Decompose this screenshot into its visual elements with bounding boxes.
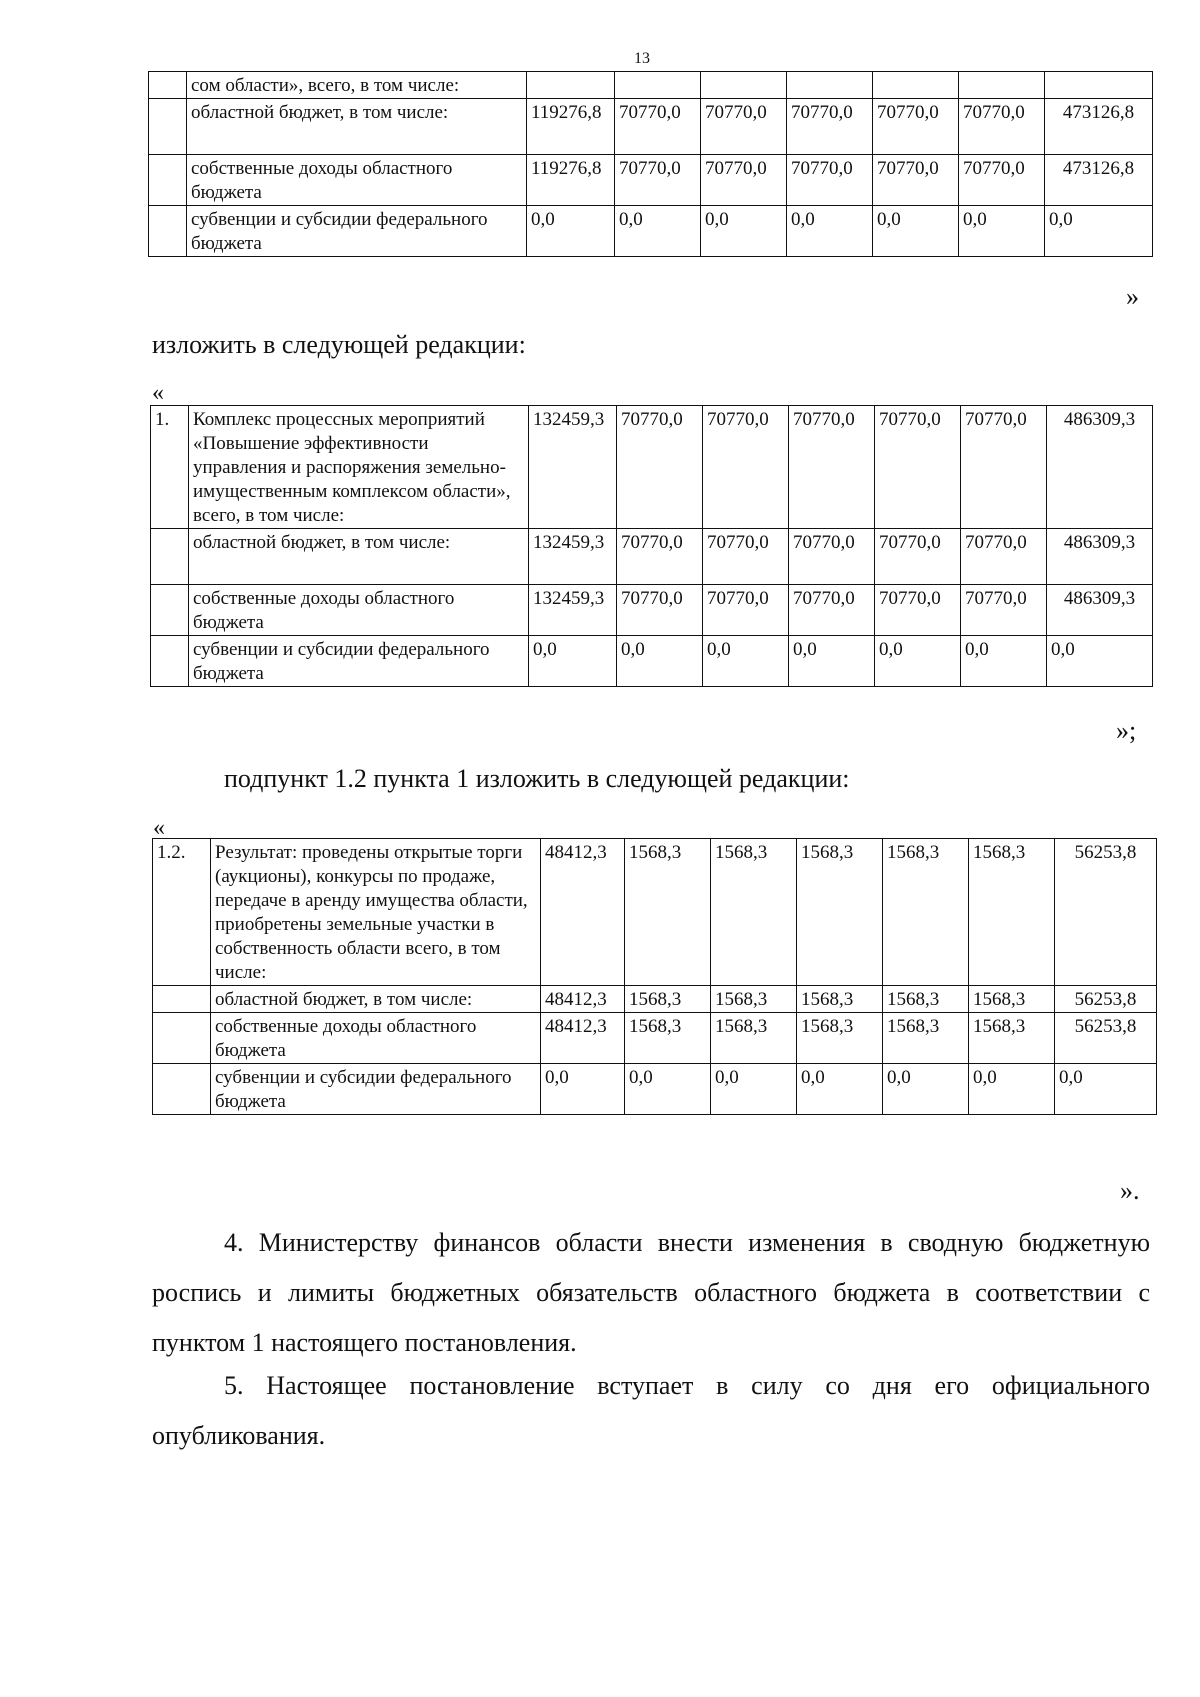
value-cell: 132459,3 xyxy=(529,406,617,529)
row-label: собственные доходы областного бюджета xyxy=(211,1013,541,1064)
total-cell: 473126,8 xyxy=(1045,99,1153,155)
value-cell: 0,0 xyxy=(961,636,1047,687)
budget-table-new xyxy=(150,405,1153,687)
paragraph-4: 4. Министерству финансов области внести изменения в сводную бюджетную роспись и лимиты бюджетных обязательств областного бюджета в соответствии с пунктом 1 настоящего постановления. xyxy=(152,1228,1150,1357)
value-cell: 70770,0 xyxy=(961,585,1047,636)
row-number: 1.2. xyxy=(153,839,211,986)
value-cell: 70770,0 xyxy=(701,99,787,155)
value-cell: 1568,3 xyxy=(625,839,711,986)
value-cell: 0,0 xyxy=(1047,636,1153,687)
value-cell: 70770,0 xyxy=(873,99,959,155)
total-cell: 486309,3 xyxy=(1047,406,1153,529)
value-cell: 1568,3 xyxy=(969,839,1055,986)
opening-quote: « xyxy=(153,815,165,841)
value-cell xyxy=(701,72,787,99)
value-cell: 70770,0 xyxy=(789,585,875,636)
budget-table-result xyxy=(152,838,1157,1115)
value-cell: 1568,3 xyxy=(969,1013,1055,1064)
row-number xyxy=(151,636,189,687)
row-number xyxy=(153,1013,211,1064)
value-cell: 0,0 xyxy=(625,1064,711,1115)
value-cell: 1568,3 xyxy=(711,839,797,986)
budget-table-old xyxy=(148,71,1153,257)
table-row xyxy=(153,1013,1157,1064)
value-cell: 70770,0 xyxy=(701,155,787,206)
subpoint-instruction: подпункт 1.2 пункта 1 изложить в следующей редакции: xyxy=(224,764,850,793)
value-cell xyxy=(959,72,1045,99)
table-row xyxy=(151,636,1153,687)
row-label: сом области», всего, в том числе: xyxy=(187,72,527,99)
table-row xyxy=(149,99,1153,155)
value-cell: 70770,0 xyxy=(703,585,789,636)
value-cell: 70770,0 xyxy=(615,155,701,206)
value-cell: 132459,3 xyxy=(529,585,617,636)
revision-instruction: изложить в следующей редакции: xyxy=(152,330,526,359)
closing-quote: » xyxy=(1126,282,1139,311)
value-cell: 119276,8 xyxy=(527,155,615,206)
table-row xyxy=(151,529,1153,585)
value-cell: 48412,3 xyxy=(541,1013,625,1064)
value-cell xyxy=(527,72,615,99)
page-number: 13 xyxy=(634,50,650,67)
row-label: субвенции и субсидии федерального бюджета xyxy=(211,1064,541,1115)
value-cell xyxy=(873,72,959,99)
value-cell: 0,0 xyxy=(797,1064,883,1115)
row-label: субвенции и субсидии федерального бюджета xyxy=(189,636,529,687)
table-row xyxy=(149,206,1153,257)
value-cell: 1568,3 xyxy=(625,1013,711,1064)
paragraph-5: 5. Настоящее постановление вступает в силу со дня его официального опубликования. xyxy=(152,1371,1150,1450)
row-label: собственные доходы областного бюджета xyxy=(189,585,529,636)
value-cell: 70770,0 xyxy=(959,99,1045,155)
row-label: субвенции и субсидии федерального бюджета xyxy=(187,206,527,257)
value-cell: 1568,3 xyxy=(625,986,711,1013)
row-label: областной бюджет, в том числе: xyxy=(187,99,527,155)
value-cell: 0,0 xyxy=(1055,1064,1157,1115)
value-cell: 70770,0 xyxy=(617,529,703,585)
value-cell: 70770,0 xyxy=(787,99,873,155)
table-row xyxy=(153,986,1157,1013)
value-cell: 70770,0 xyxy=(789,406,875,529)
total-cell: 56253,8 xyxy=(1055,1013,1157,1064)
value-cell: 1568,3 xyxy=(797,1013,883,1064)
value-cell: 0,0 xyxy=(527,206,615,257)
value-cell: 119276,8 xyxy=(527,99,615,155)
value-cell: 0,0 xyxy=(875,636,961,687)
row-label: собственные доходы областного бюджета xyxy=(187,155,527,206)
row-number: 1. xyxy=(151,406,189,529)
value-cell: 1568,3 xyxy=(797,986,883,1013)
total-cell xyxy=(1045,72,1153,99)
value-cell: 70770,0 xyxy=(617,585,703,636)
value-cell xyxy=(615,72,701,99)
value-cell: 1568,3 xyxy=(883,986,969,1013)
value-cell: 70770,0 xyxy=(961,529,1047,585)
value-cell: 1568,3 xyxy=(883,839,969,986)
value-cell: 0,0 xyxy=(873,206,959,257)
row-label: Результат: проведены открытые торги (аукционы), конкурсы по продаже, передаче в аренду имущества области, приобретены земельные участки в собственность области всего, в том числе: xyxy=(211,839,541,986)
value-cell: 0,0 xyxy=(789,636,875,687)
value-cell: 70770,0 xyxy=(961,406,1047,529)
value-cell: 1568,3 xyxy=(711,986,797,1013)
value-cell: 0,0 xyxy=(711,1064,797,1115)
row-label: областной бюджет, в том числе: xyxy=(211,986,541,1013)
value-cell: 0,0 xyxy=(787,206,873,257)
value-cell: 0,0 xyxy=(969,1064,1055,1115)
value-cell: 70770,0 xyxy=(875,585,961,636)
value-cell: 0,0 xyxy=(541,1064,625,1115)
value-cell: 70770,0 xyxy=(617,406,703,529)
row-number xyxy=(151,585,189,636)
value-cell: 0,0 xyxy=(883,1064,969,1115)
total-cell: 473126,8 xyxy=(1045,155,1153,206)
value-cell: 0,0 xyxy=(703,636,789,687)
value-cell: 1568,3 xyxy=(883,1013,969,1064)
table-row xyxy=(149,72,1153,99)
closing-quote: »; xyxy=(1116,716,1137,745)
value-cell: 70770,0 xyxy=(615,99,701,155)
row-label: Комплекс процессных мероприятий «Повышение эффективности управления и распоряжения земельно-имущественным комплексом области», всего, в том числе: xyxy=(189,406,529,529)
value-cell: 48412,3 xyxy=(541,986,625,1013)
value-cell: 70770,0 xyxy=(959,155,1045,206)
value-cell: 48412,3 xyxy=(541,839,625,986)
row-number xyxy=(149,206,187,257)
closing-quote: ». xyxy=(1120,1176,1140,1205)
value-cell: 0,0 xyxy=(959,206,1045,257)
row-number xyxy=(153,986,211,1013)
value-cell: 0,0 xyxy=(615,206,701,257)
value-cell: 70770,0 xyxy=(787,155,873,206)
value-cell: 0,0 xyxy=(1045,206,1153,257)
value-cell: 70770,0 xyxy=(875,406,961,529)
value-cell: 70770,0 xyxy=(875,529,961,585)
row-number xyxy=(149,155,187,206)
table-row xyxy=(153,839,1157,986)
opening-quote: « xyxy=(152,380,164,406)
total-cell: 56253,8 xyxy=(1055,986,1157,1013)
value-cell: 70770,0 xyxy=(703,529,789,585)
total-cell: 486309,3 xyxy=(1047,585,1153,636)
value-cell: 70770,0 xyxy=(703,406,789,529)
value-cell: 1568,3 xyxy=(969,986,1055,1013)
value-cell: 132459,3 xyxy=(529,529,617,585)
row-number xyxy=(149,72,187,99)
value-cell xyxy=(787,72,873,99)
table-row xyxy=(151,406,1153,529)
table-row xyxy=(151,585,1153,636)
value-cell: 0,0 xyxy=(701,206,787,257)
row-number xyxy=(153,1064,211,1115)
row-number xyxy=(149,99,187,155)
row-label: областной бюджет, в том числе: xyxy=(189,529,529,585)
total-cell: 486309,3 xyxy=(1047,529,1153,585)
table-row xyxy=(149,155,1153,206)
total-cell: 56253,8 xyxy=(1055,839,1157,986)
value-cell: 0,0 xyxy=(617,636,703,687)
table-row xyxy=(153,1064,1157,1115)
value-cell: 1568,3 xyxy=(711,1013,797,1064)
row-number xyxy=(151,529,189,585)
value-cell: 70770,0 xyxy=(873,155,959,206)
value-cell: 1568,3 xyxy=(797,839,883,986)
value-cell: 70770,0 xyxy=(789,529,875,585)
value-cell: 0,0 xyxy=(529,636,617,687)
